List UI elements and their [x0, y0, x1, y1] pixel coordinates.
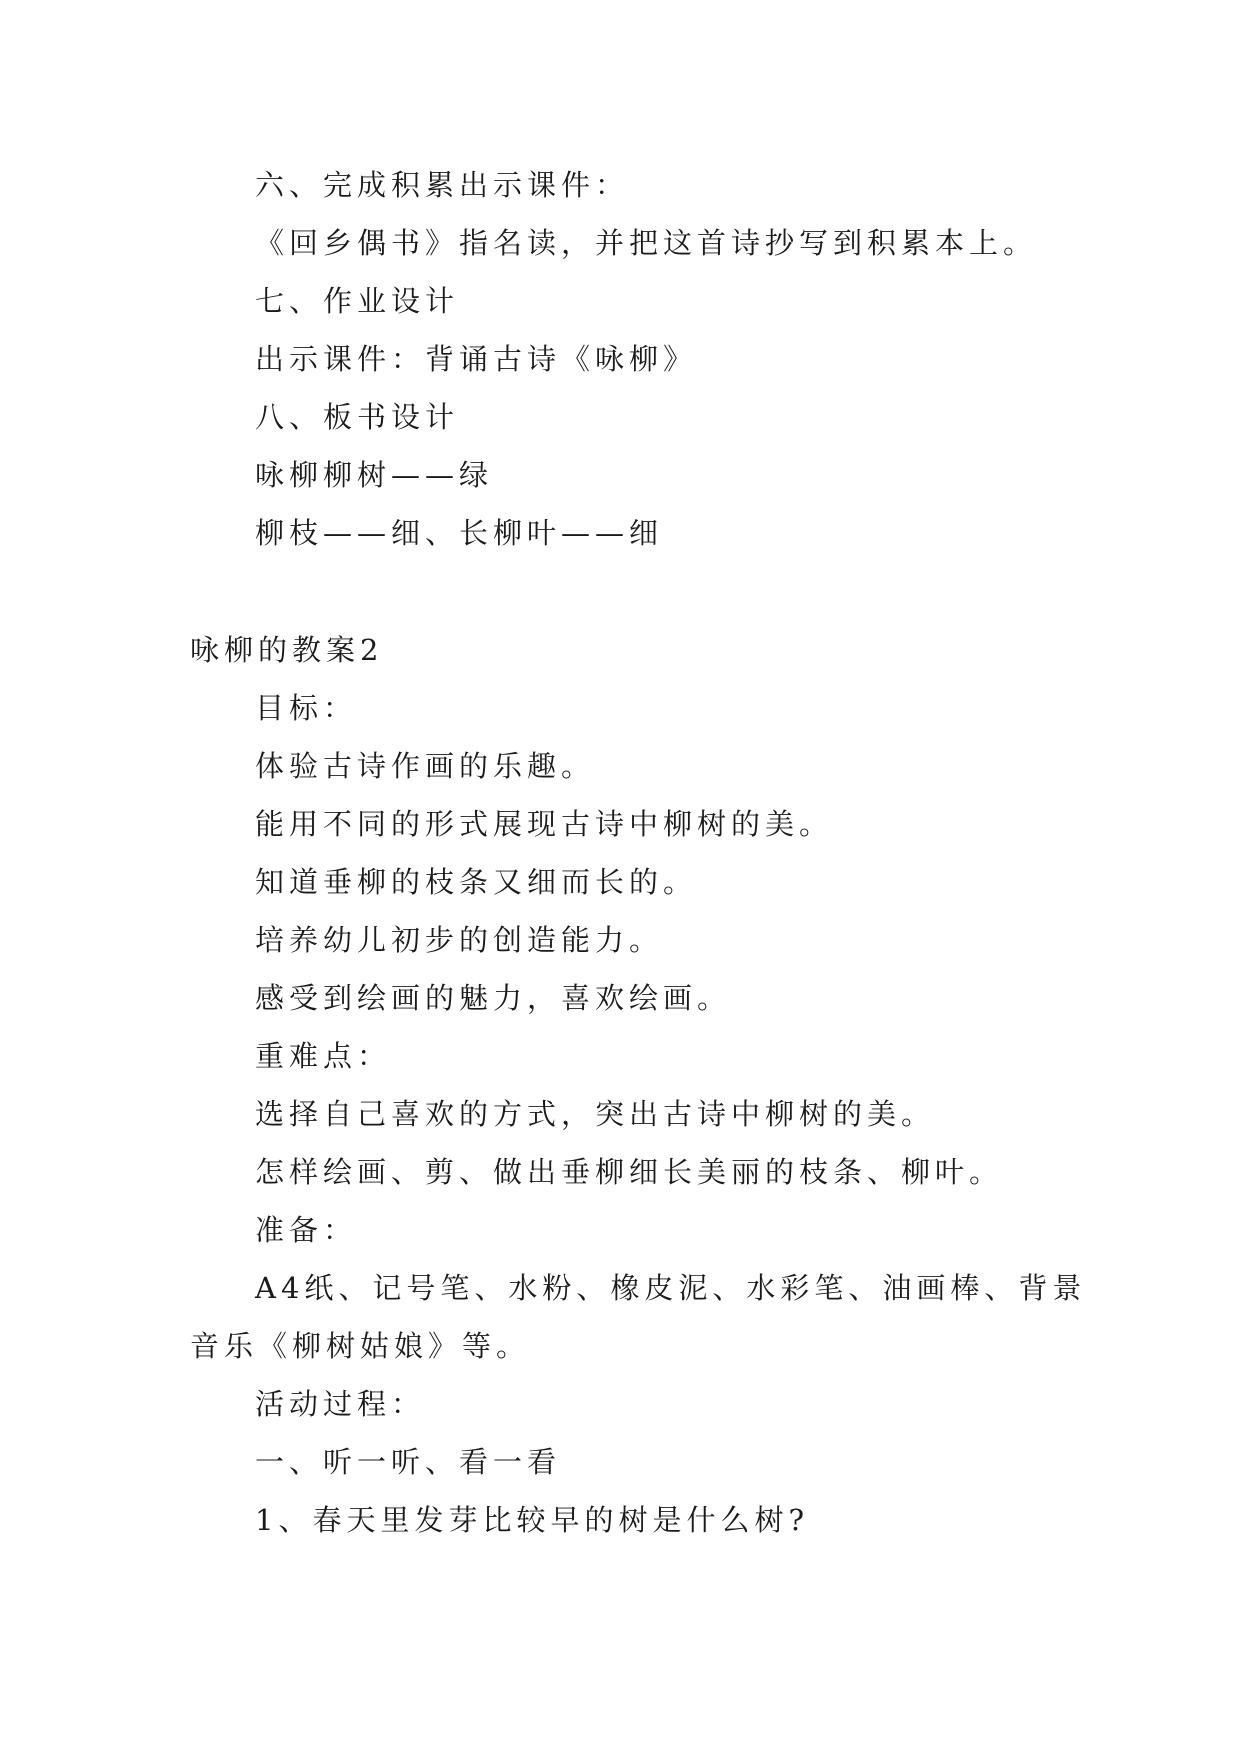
paragraph-line: 培养幼儿初步的创造能力。 [255, 923, 664, 957]
paragraph-line: 1、春天里发芽比较早的树是什么树? [255, 1503, 809, 1537]
paragraph-line: 怎样绘画、剪、做出垂柳细长美丽的枝条、柳叶。 [255, 1155, 1004, 1189]
paragraph-line: 感受到绘画的魅力，喜欢绘画。 [255, 981, 732, 1015]
paragraph-line: 咏柳柳树——绿 [255, 458, 494, 492]
heading-seven: 七、作业设计 [255, 284, 460, 318]
heading-six: 六、完成积累出示课件： [255, 168, 630, 202]
paragraph-line: 出示课件：背诵古诗《咏柳》 [255, 342, 698, 376]
section-title: 咏柳的教案2 [190, 633, 384, 667]
heading-key-points: 重难点： [255, 1039, 392, 1073]
paragraph-line: 体验古诗作画的乐趣。 [255, 749, 596, 783]
paragraph-line: 知道垂柳的枝条又细而长的。 [255, 865, 698, 899]
paragraph-line: 选择自己喜欢的方式，突出古诗中柳树的美。 [255, 1097, 936, 1131]
heading-process: 活动过程： [255, 1387, 426, 1421]
paragraph-line: 音乐《柳树姑娘》等。 [190, 1329, 531, 1363]
heading-eight: 八、板书设计 [255, 400, 460, 434]
heading-preparation: 准备： [255, 1213, 358, 1247]
paragraph-line: 柳枝——细、长柳叶——细 [255, 516, 664, 550]
paragraph-line: 能用不同的形式展现古诗中柳树的美。 [255, 807, 834, 841]
paragraph-line: 《回乡偶书》指名读，并把这首诗抄写到积累本上。 [255, 226, 1038, 260]
heading-goals: 目标： [255, 691, 358, 725]
heading-step-one: 一、听一听、看一看 [255, 1445, 562, 1479]
paragraph-line: A4纸、记号笔、水粉、橡皮泥、水彩笔、油画棒、背景 [255, 1271, 1087, 1305]
